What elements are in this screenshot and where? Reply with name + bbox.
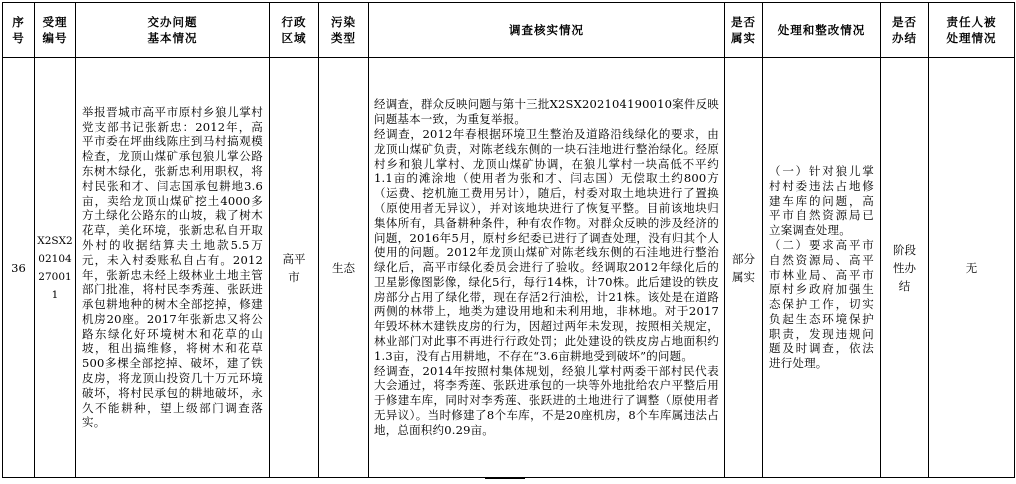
cell-accountability: 无 [929,58,1015,478]
case-table [2,2,1015,478]
header-accountability: 责任人被 处理情况 [929,3,1015,58]
cell-issue [76,58,270,478]
header-handling: 处理和整改情况 [763,3,881,58]
page-divider [485,478,525,483]
cell-case-no: X2SX2 02104 27001 1 [35,58,76,478]
header-region: 行政 区域 [270,3,319,58]
header-verified: 是否 属实 [725,3,763,58]
table-row [3,58,1015,478]
issue-text: 举报晋城市高平市原村乡狼儿掌村党支部书记张新忠：2012年，高平市委在坪曲线陈庄到马村搞观模检查，龙顶山煤矿承包狼儿掌公路东树木绿化，张新忠利用职权，将村民张和才、闫志国承包耕地3.6亩，卖给龙顶山煤矿挖土4000多方土绿化公路东的山坡，栽了树木花草，美化环境，张新忠私自开取外村的收据结算夫土地款5.5万元，未入村委账私自占有。2012年，张新忠未经上级林业土地主管部门批准，将村民李秀莲、张跃进承包耕地种的树木全部挖掉，修建机房20座。2017年张新忠又将公路东绿化好环境树木和花草的山坡，租出搞维修，将树木和花草500多棵全部挖掉、破坏，建了铁皮房，将龙顶山投资几十万元环境破坏，将村民承包的耕地破坏，永久不能耕种，望上级部门调查落实。 [82,104,263,430]
cell-verified: 部分 属实 [725,58,763,478]
header-issue: 交办问题 基本情况 [76,3,270,58]
header-completed: 是否 办结 [881,3,929,58]
cell-completed: 阶段 性办 结 [881,58,929,478]
header-seq: 序 号 [3,3,35,58]
investigation-text: 经调查，群众反映问题与第十三批X2SX202104190010案件反映问题基本一致，为重复举报。 经调查，2012年春根据环境卫生整治及道路沿线绿化的要求，由龙顶山煤矿负责，对陈老线东侧的一块石洼地进行整治绿化。经原村乡和狼儿掌村、龙顶山煤矿协调，在狼儿掌村一块高低不平约1.1亩的滩涂地（使用者为张和才、闫志国）无偿取土约800方（运费、挖机施工费用另计），随后，村委对取土地块进行了置换（原使用者无异议），并对该地块进行了恢复平整。目前该地块归集体所有，具备耕种条件，种有农作物。对群众反映的涉及经济的问题，2016年5月，原村乡纪委已进行了调查处理，没有归其个人使用的问题。2012年龙顶山煤矿对陈老线东侧的石洼地进行整治绿化后，高平市绿化委员会进行了验收。经调取2012年绿化后的卫星影像图影像，绿化5行，每行14株，计70株。此后建设的铁皮房部分占用了绿化带，现在存活2行油松，计21株。该处是在道路两侧的林带上，地类为建设用地和未利用地，非林地。对于2017年毁坏林木建铁皮房的行为，因超过两年未发现，按照相关规定，林业部门对此事不再进行行政处罚；此处建设的铁皮房占地面积约1.3亩，没有占用耕地，不存在“3.6亩耕地受到破坏”的问题。 经调查，2014年按照村集体规划，经狼儿掌村两委干部村民代表大会通过，将李秀莲、张跃进承包的一块等外地批给农户平整后用于修建车库，同时对李秀莲、张跃进的土地进行了调整（原使用者无异议）。当时修建了8个车库，不是20座机房，8个车库属违法占地，总面积约0.29亩。 [374,97,719,437]
cell-handling [763,58,881,478]
cell-investigation [369,58,725,478]
cell-pollution-type: 生态 [319,58,369,478]
handling-text: （一）针对狼儿掌村村委违法占地修建车库的问题，高平市自然资源局已立案调查处理。 （二）要求高平市自然资源局、高平市林业局、高平市原村乡政府加强生态保护工作，切实负起生态环境保护职责，发现违规问题及时调查，依法进行处理。 [769,163,874,371]
header-case-no: 受理 编号 [35,3,76,58]
header-row [3,3,1015,58]
header-investigation: 调查核实情况 [369,3,725,58]
cell-seq: 36 [3,58,35,478]
header-pollution-type: 污染 类型 [319,3,369,58]
cell-region: 高平 市 [270,58,319,478]
